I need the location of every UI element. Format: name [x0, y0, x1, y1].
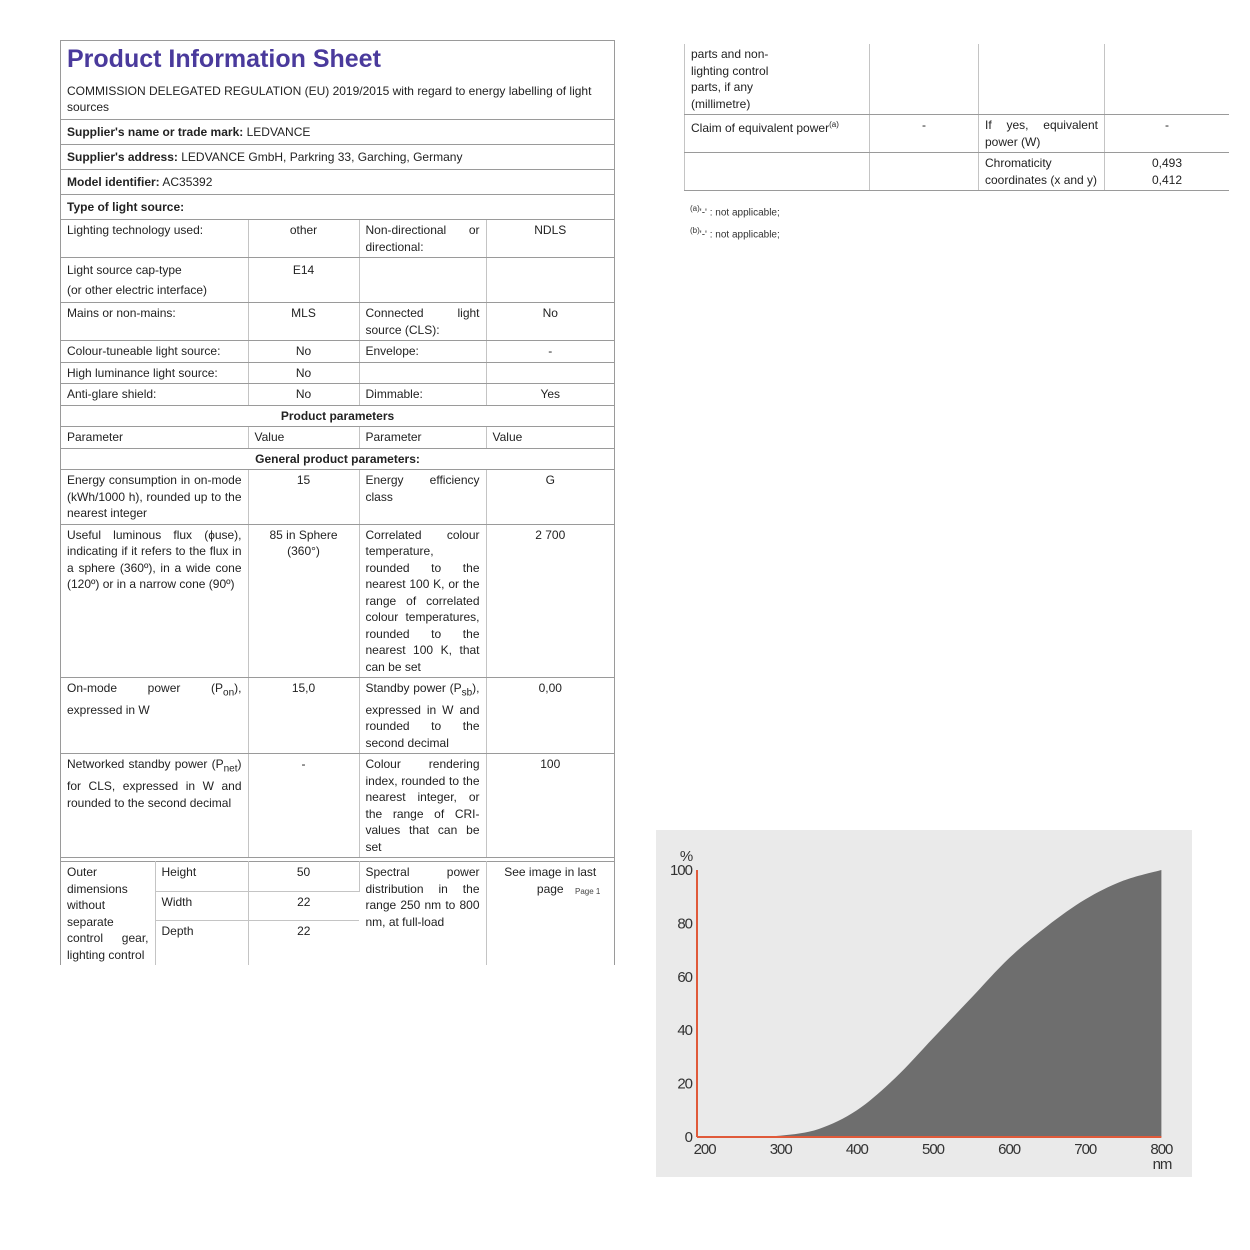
x-tick-label: 500 — [921, 1141, 945, 1158]
table-row — [685, 44, 1230, 115]
cap-label — [61, 258, 248, 303]
high-luminance-label: High luminance light source: — [61, 362, 248, 384]
y-tick-label: 60 — [677, 968, 692, 986]
table-row — [61, 754, 614, 858]
on-mode-power-text: On-mode power (P — [67, 681, 224, 695]
efficiency-class-value: G — [486, 470, 614, 525]
x-tick-label: 800 — [1150, 1141, 1173, 1158]
continuation-table — [684, 44, 1229, 191]
table-row — [685, 153, 1230, 191]
standby-power-text: ), expressed in W and rounded to the second decimal — [365, 681, 480, 750]
luminous-flux-value-line1: 85 in Sphere — [269, 527, 338, 542]
energy-consumption-value: 15 — [248, 470, 359, 525]
equivalent-power-value: - — [1105, 115, 1230, 153]
footnote-b — [690, 222, 780, 244]
standby-power-text: Standby power (P — [365, 681, 462, 695]
efficiency-class-label: Energy efficiency class — [359, 470, 486, 525]
type-of-light-source: Type of light source: — [61, 195, 614, 220]
claim-equivalent-label — [685, 115, 870, 153]
chromaticity-y: 0,412 — [1151, 172, 1183, 187]
networked-standby-text: Networked standby power (P — [67, 757, 224, 772]
cap-label-line2: (or other electric interface) — [67, 283, 208, 297]
sheet-header — [61, 41, 614, 120]
directional-label: Non-directional or directional: — [359, 220, 486, 258]
y-tick-label: 80 — [677, 915, 692, 933]
standby-power-value: 0,00 — [486, 678, 614, 754]
table-row — [61, 678, 614, 754]
model-label: Model identifier: — [67, 175, 160, 189]
empty-cell — [979, 44, 1105, 115]
claim-footnote: (a) — [829, 120, 839, 129]
product-parameters-title: Product parameters — [61, 405, 614, 427]
x-tick-label: 600 — [998, 1141, 1021, 1158]
empty-cell — [870, 153, 979, 191]
col-value: Value — [248, 427, 359, 449]
y-tick-label: 100 — [669, 862, 692, 879]
envelope-value: - — [486, 341, 614, 363]
cap-label-line1: Light source cap-type — [67, 263, 182, 277]
footnotes — [690, 200, 780, 245]
empty-cell — [486, 362, 614, 384]
x-axis-label: nm — [1152, 1156, 1172, 1173]
networked-standby-value: - — [248, 754, 359, 858]
chromaticity-value — [1105, 153, 1230, 191]
chromaticity-x: 0,493 — [1151, 156, 1183, 170]
table-row — [61, 258, 614, 303]
luminous-flux-label: Useful luminous flux (ɸuse), indicating if it refers to the flux in a sphere (360º), in a wide cone (120º) or in a narrow cone (90º) — [61, 524, 248, 678]
spectral-area — [705, 870, 1162, 1137]
claim-equivalent-text: Claim of equivalent power — [691, 121, 830, 135]
cct-label: Correlated colour temperature, rounded to the nearest 100 K, or the range of correlated colour temperatures, rounded to the nearest 100 K, that can be set — [359, 524, 486, 678]
supplier-name-row — [61, 120, 614, 145]
footnote-a-text: '-' : not applicable; — [699, 207, 780, 219]
light-source-table — [61, 220, 614, 858]
tech-label: Lighting technology used: — [61, 220, 248, 258]
empty-cell — [359, 362, 486, 384]
standby-power-sub: sb — [461, 687, 473, 699]
x-tick-labels — [694, 1141, 1173, 1158]
tech-value: other — [248, 220, 359, 258]
table-row — [61, 470, 614, 525]
sheet-title: Product Information Sheet — [67, 45, 381, 73]
x-tick-label: 300 — [769, 1141, 792, 1158]
y-tick-label: 0 — [684, 1129, 692, 1146]
supplier-name: LEDVANCE — [246, 125, 311, 139]
general-parameters-header — [61, 448, 614, 470]
width-value: 22 — [248, 891, 359, 921]
energy-consumption-label: Energy consumption in on-mode (kWh/1000 h), rounded up to the nearest integer — [61, 470, 248, 525]
col-parameter: Parameter — [61, 427, 248, 449]
networked-standby-sub: net — [223, 763, 238, 775]
supplier-address-row — [61, 145, 614, 170]
on-mode-power-text: ), expressed in W — [67, 681, 242, 717]
supplier-address: LEDVANCE GmbH, Parkring 33, Garching, Germany — [181, 150, 463, 164]
x-tick-label: 700 — [1074, 1141, 1097, 1158]
empty-cell — [359, 258, 486, 303]
standby-power-label — [359, 678, 486, 754]
on-mode-power-value: 15,0 — [248, 678, 359, 754]
cct-value: 2 700 — [486, 524, 614, 678]
equivalent-power-label: If yes, equivalent power (W) — [979, 115, 1105, 153]
table-row — [61, 341, 614, 363]
cri-value: 100 — [486, 754, 614, 858]
footnote-a-marker: (a) — [690, 204, 700, 213]
envelope-label: Envelope: — [359, 341, 486, 363]
on-mode-power-sub: on — [223, 687, 235, 699]
depth-value: 22 — [297, 924, 311, 939]
cls-label: Connected light source (CLS): — [359, 303, 486, 341]
tuneable-value: No — [248, 341, 359, 363]
luminous-flux-value — [248, 524, 359, 678]
luminous-flux-value-line2: (360°) — [287, 544, 320, 558]
cls-value: No — [486, 303, 614, 341]
mains-value: MLS — [248, 303, 359, 341]
x-tick-label: 200 — [693, 1141, 716, 1158]
directional-value: NDLS — [486, 220, 614, 258]
anti-glare-label: Anti-glare shield: — [61, 384, 248, 406]
mains-label: Mains or non-mains: — [61, 303, 248, 341]
depth-label: Depth — [155, 921, 248, 966]
high-luminance-value: No — [248, 362, 359, 384]
empty-cell — [685, 153, 870, 191]
table-row — [61, 362, 614, 384]
empty-cell — [486, 258, 614, 303]
dimmable-value: Yes — [486, 384, 614, 406]
outer-dimensions-label: Outer dimensions without separate control gear, lighting control — [61, 862, 155, 966]
product-parameters-header — [61, 405, 614, 427]
model-identifier: AC35392 — [162, 175, 213, 189]
supplier-address-label: Supplier's address: — [67, 150, 178, 164]
anti-glare-value: No — [248, 384, 359, 406]
sheet-subtitle: COMMISSION DELEGATED REGULATION (EU) 2019/2015 with regard to energy labelling of light sources — [67, 84, 592, 114]
model-row — [61, 170, 614, 195]
y-tick-label: 20 — [677, 1075, 692, 1093]
spectral-distribution-value: See image in last page — [504, 865, 597, 896]
spectral-distribution-label: Spectral power distribution in the range 250 nm to 800 nm, at full-load — [359, 862, 486, 966]
networked-standby-text: ) for CLS, expressed in W and rounded to the second decimal — [67, 757, 242, 810]
general-parameters-title: General product parameters: — [61, 448, 614, 470]
cap-value: E14 — [248, 258, 359, 303]
height-label: Height — [155, 862, 248, 892]
col-value: Value — [486, 427, 614, 449]
dimmable-label: Dimmable: — [359, 384, 486, 406]
table-row — [685, 115, 1230, 153]
col-parameter: Parameter — [359, 427, 486, 449]
spectral-power-svg — [656, 830, 1192, 1177]
table-row — [61, 524, 614, 678]
tuneable-label: Colour-tuneable light source: — [61, 341, 248, 363]
table-row — [61, 384, 614, 406]
networked-standby-label — [61, 754, 248, 858]
empty-cell — [870, 44, 979, 115]
y-tick-label: 40 — [677, 1022, 692, 1040]
table-row — [61, 220, 614, 258]
column-header-row — [61, 427, 614, 449]
footnote-a — [690, 200, 780, 222]
empty-cell — [1105, 44, 1230, 115]
footnote-b-text: '-' : not applicable; — [699, 229, 780, 241]
table-row — [61, 303, 614, 341]
parts-label: parts and non-lighting control parts, if any (millimetre) — [685, 44, 870, 115]
height-value: 50 — [248, 862, 359, 892]
chromaticity-label: Chromaticity coordinates (x and y) — [979, 153, 1105, 191]
y-tick-labels — [670, 862, 693, 1146]
continuation-grid — [684, 44, 1229, 191]
table-row — [61, 862, 614, 892]
supplier-name-label: Supplier's name or trade mark: — [67, 125, 244, 139]
on-mode-power-label — [61, 678, 248, 754]
claim-equivalent-value: - — [870, 115, 979, 153]
cri-label: Colour rendering index, rounded to the nearest integer, or the range of CRI-values that can be set — [359, 754, 486, 858]
footnote-b-marker: (b) — [690, 226, 700, 236]
page-footer: Page 1 — [575, 887, 601, 896]
width-label: Width — [155, 891, 248, 921]
dimensions-table — [61, 861, 614, 965]
product-information-sheet — [60, 40, 615, 965]
x-tick-label: 400 — [845, 1141, 868, 1158]
spectral-power-chart — [656, 830, 1192, 1177]
y-axis-label: % — [679, 848, 693, 865]
